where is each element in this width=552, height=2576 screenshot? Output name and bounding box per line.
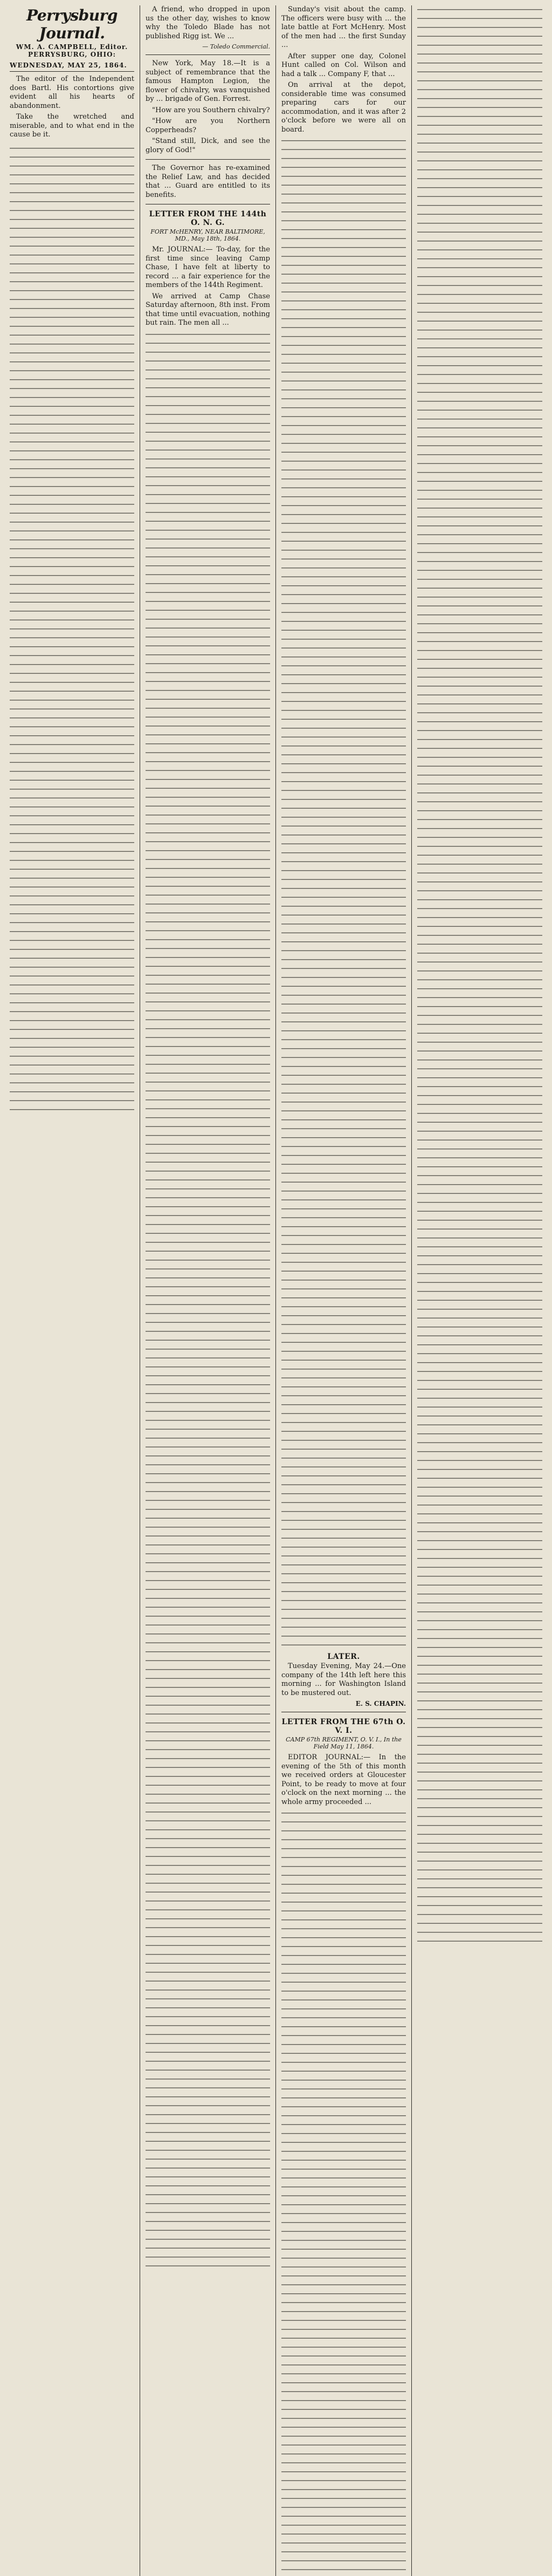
column-3-body3: On arrival at the depot, considerable time was consumed preparing cars for our accommodation, and it was after 2 o'clock before we were all on board. [281, 81, 406, 134]
quote-3: "Stand still, Dick, and see the glory of God!" [146, 137, 270, 154]
letter-144-subheading: FORT McHENRY, NEAR BALTIMORE, MD., May 18th, 1864. [150, 228, 265, 242]
later-heading: LATER. [327, 1652, 360, 1661]
quote-1: "How are you Southern chivalry? [152, 106, 270, 114]
letter-67-text-illegible [281, 1809, 406, 2576]
column-1 [4, 5, 140, 2576]
ny-item: New York, May 18.—It is a subject of remembrance that the famous Hampton Legion, the flower of chivalry, was vanquished by ... brigade of Gen. Forrest. [146, 59, 270, 103]
column-3-body-text-illegible [281, 136, 406, 1647]
letter-67-subheading: CAMP 67th REGIMENT, O. V. I., In the Field May 11, 1864. [286, 1736, 402, 1750]
column-3-body2: After supper one day, Colonel Hunt called on Col. Wilson and had a talk ... Company F, that ... [281, 52, 406, 78]
letter-144-body2: We arrived at Camp Chase Saturday afternoon, 8th inst. From that time until evacuation, nothing but rain. The men all ... [146, 292, 270, 327]
blade-item: A friend, who dropped in upon us the other day, wishes to know why the Toledo Blade has not published Rigg ist. We ... [146, 5, 270, 40]
blade-credit: — Toledo Commercial. [202, 43, 270, 50]
ny-quotes [146, 106, 270, 155]
governor-note: The Governor has re-examined the Relief Law, and has decided that ... Guard are entitled to its benefits. [146, 164, 270, 199]
column-1-body-text-illegible [10, 144, 134, 1115]
column-2-body-text-illegible [146, 330, 270, 2272]
column-4 [412, 5, 548, 2576]
masthead: Perrysburg Journal. [26, 6, 118, 42]
dateline: WEDNESDAY, MAY 25, 1864. [10, 62, 134, 72]
column-4-body-text-illegible [417, 5, 542, 1948]
column-3 [276, 5, 412, 2576]
divider [146, 159, 270, 160]
later-body: Tuesday Evening, May 24.—One company of the 14th left here this morning ... for Washington Island to be mustered out. [281, 1662, 406, 1697]
editor-line: WM. A. CAMPBELL, Editor. [16, 43, 128, 51]
editorial-p1: The editor of the Independent does Bartl. His contortions give evident all his hearts of abandonment. [10, 75, 134, 110]
divider [146, 54, 270, 55]
column-2 [140, 5, 276, 2576]
letter-67-heading: LETTER FROM THE 67th O. V. I. [281, 1718, 406, 1735]
place-line: PERRYSBURG, OHIO: [27, 51, 116, 58]
signature: E. S. CHAPIN. [355, 1700, 406, 1707]
editorial-p2: Take the wretched and miserable, and to what end in the cause be it. [10, 113, 134, 139]
column-3-body: Sunday's visit about the camp. The officers were busy with ... the late battle at Fort McHenry. Most of the men had ... the first Sunday ... [281, 5, 406, 49]
letter-144-body: Mr. JOURNAL:— To-day, for the first time since leaving Camp Chase, I have felt at liberty to record ... a fair experience for the members of the 144th Regiment. [146, 245, 270, 289]
letter-144-heading: LETTER FROM THE 144th O. N. G. [149, 210, 267, 227]
editorial-excerpt [10, 75, 134, 140]
quote-2: "How are you Northern Copperheads? [146, 117, 270, 134]
newspaper-columns [4, 5, 548, 2576]
letter-67-body: EDITOR JOURNAL:— In the evening of the 5th of this month we received orders at Gloucester Point, to be ready to move at four o'clock on the next morning ... the whole army proceeded ... [281, 1753, 406, 1806]
